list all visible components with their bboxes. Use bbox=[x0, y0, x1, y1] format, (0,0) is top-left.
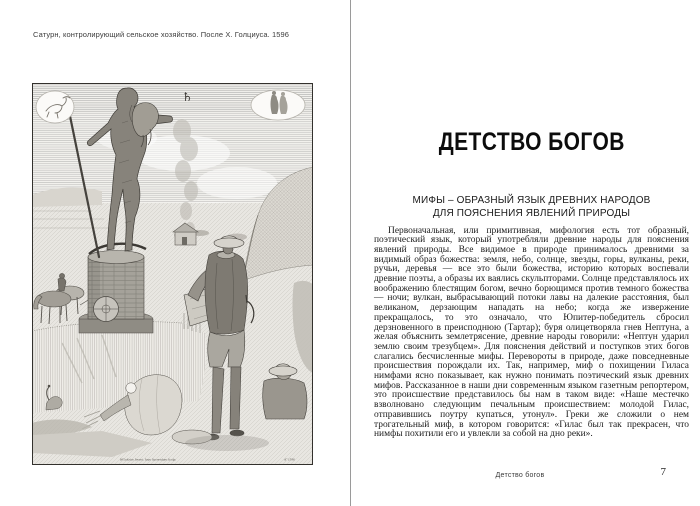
section-title bbox=[374, 195, 689, 220]
page-number: 7 bbox=[660, 466, 666, 478]
chapter-title bbox=[374, 129, 689, 155]
body-paragraph: Первоначальная, или примитивная, мифология есть тот образный, поэтический язык, который употребляли древние народы для пояснения явлений природы. Все видимое в природе принималось древними за видимый образ божества: земля, небо, солнце, звезды, горы, вулканы, реки, ручьи, деревья — все это были божества, историю которых воспевали древние поэты, а образы их ваялись скульпторами. Солнце представлялось их воображению блестящим богом, вечно борющимся против темного божества — ночи; вулкан, выбрасывающий потоки лавы на далекие расстояния, был великаном, дерзающим нападать на небо; когда же извержение прекращалось, то это означало, что Юпитер-победитель сбросил дерзновенного в преисподнюю (Тартар); буря олицетворяла гнев Нептуна, а желая объяснить землетрясение, древние народы говорили: «Нептун ударил землю своим трезубцем». Для пояснения действий и поступков этих богов слагались бесчисленные мифы. Перевороты в природе, даже повседневные происшествия порождали их. Так, например, миф о похищении Гиласа нимфами ясно показывает, как нужно понимать поэтический язык древних мифов. Рассказанное в наши дни современным языком газетным репортером, это происшествие представилось бы нам в таком виде: «Наше местечко взволновано следующим печальным происшествием: молодой Гилас, отправившись поутру купаться, утонул». Греки же сложили о нем трогательный миф, в котором говорится: «Гилас был так прекрасен, что нимфы похитили его и увлекли за собой на дно реки». bbox=[374, 225, 689, 440]
section-title-line2: ДЛЯ ПОЯСНЕНИЯ ЯВЛЕНИЙ ПРИРОДЫ bbox=[432, 207, 631, 219]
capricorn-vignette bbox=[36, 91, 74, 123]
year-inscription: Aº 1596 bbox=[284, 457, 295, 462]
running-footer-title: Детство богов bbox=[495, 472, 545, 479]
engraving-figure bbox=[32, 83, 313, 465]
saturn-symbol-icon: ♄ bbox=[182, 90, 193, 104]
sower-hat-icon bbox=[214, 238, 244, 248]
engraver-inscription: HGoltzius Invent. Ioan Saenredam Sculp. bbox=[120, 457, 177, 462]
statue-pedestal bbox=[79, 244, 153, 333]
page-gutter bbox=[350, 0, 351, 506]
couple-vignette bbox=[251, 90, 305, 120]
saturn-engraving-image bbox=[32, 83, 313, 465]
chapter-title-text: ДЕТСТВО БОГОВ bbox=[438, 128, 625, 156]
section-title-line1: МИФЫ – ОБРАЗНЫЙ ЯЗЫК ДРЕВНИХ НАРОДОВ bbox=[412, 195, 651, 206]
figure-caption: Сатурн, контролирующий сельское хозяйство. После Х. Голциуса. 1596 bbox=[33, 30, 290, 39]
